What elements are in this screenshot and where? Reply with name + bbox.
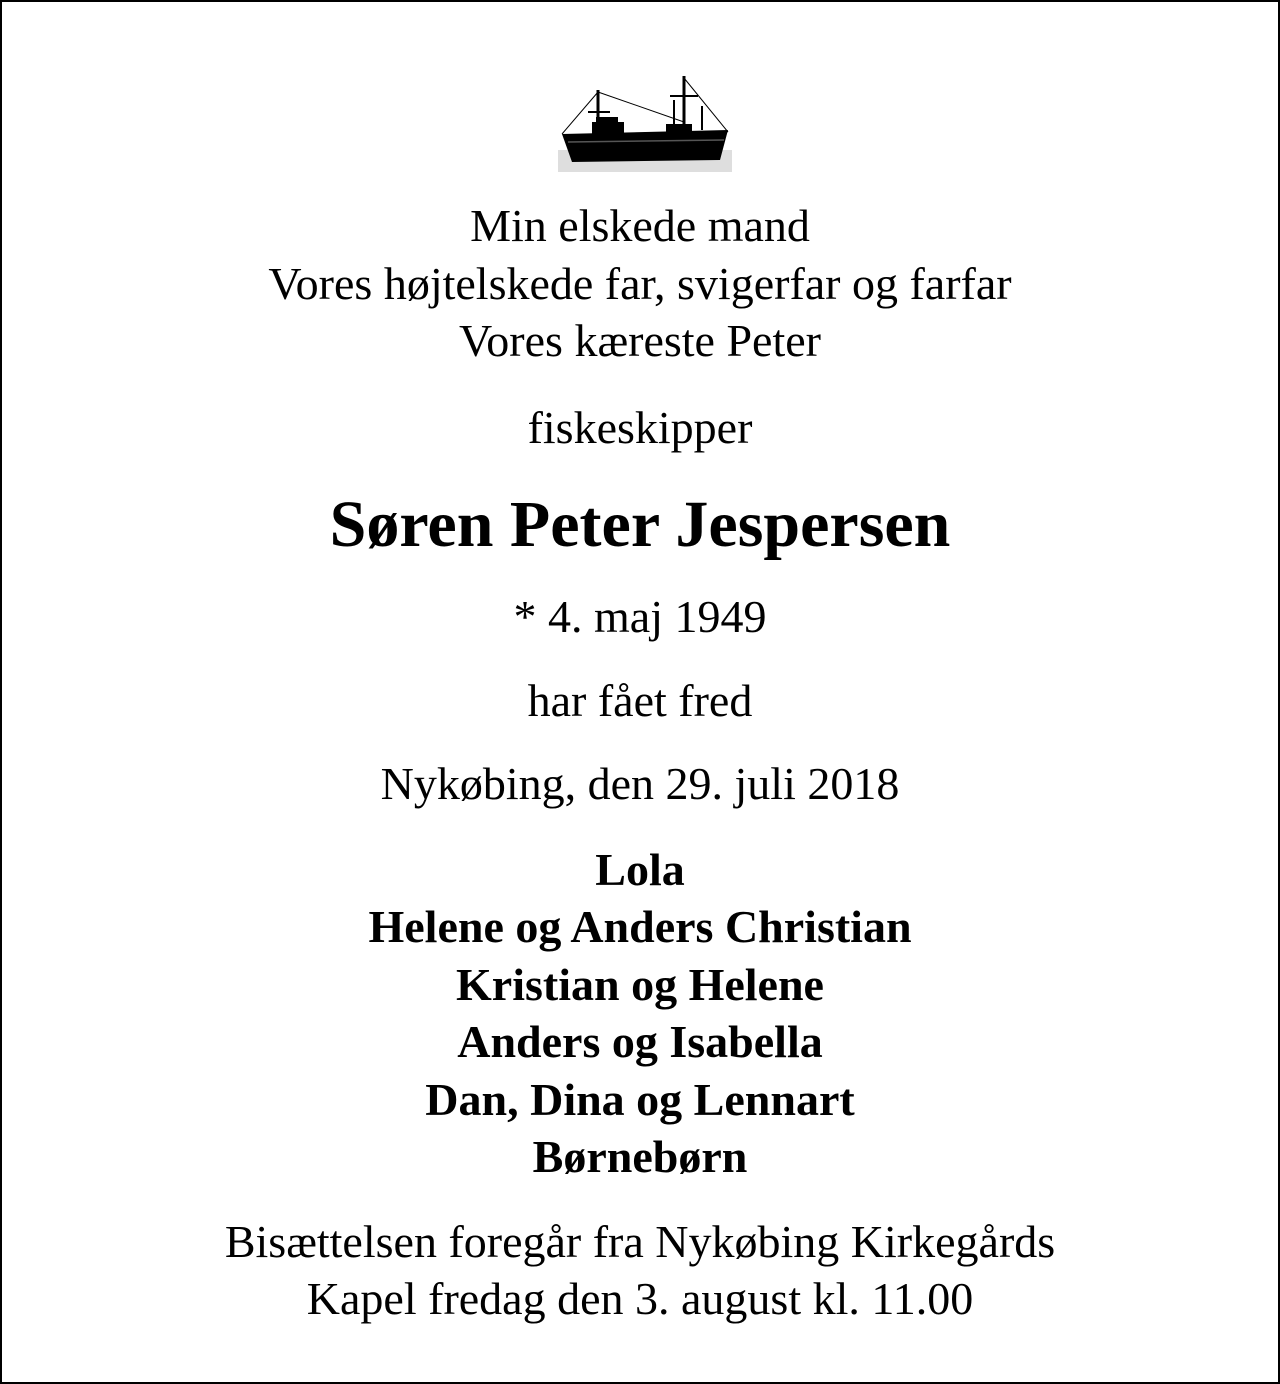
- funeral-line-1: Bisættelsen foregår fra Nykøbing Kirkegårds: [224, 1216, 1056, 1267]
- funeral-line-2: Kapel fredag den 3. august kl. 11.00: [306, 1273, 974, 1324]
- fishing-boat-icon: [558, 72, 732, 172]
- family-member: Helene og Anders Christian: [368, 901, 912, 952]
- peace-phrase: har fået fred: [527, 675, 753, 726]
- place-date: Nykøbing, den 29. juli 2018: [380, 758, 900, 809]
- family-member: Børnebørn: [532, 1131, 748, 1182]
- family-member: Anders og Isabella: [457, 1016, 823, 1067]
- intro-line-3: Vores kæreste Peter: [459, 315, 821, 366]
- intro-line-1: Min elskede mand: [470, 200, 810, 251]
- family-member: Dan, Dina og Lennart: [425, 1074, 855, 1125]
- family-member: Kristian og Helene: [456, 959, 824, 1010]
- family-member: Lola: [595, 844, 685, 895]
- intro-line-2: Vores højtelskede far, svigerfar og farfar: [268, 258, 1012, 309]
- deceased-name: Søren Peter Jespersen: [329, 488, 951, 561]
- occupation: fiskeskipper: [527, 402, 753, 453]
- birth-date: * 4. maj 1949: [513, 591, 767, 642]
